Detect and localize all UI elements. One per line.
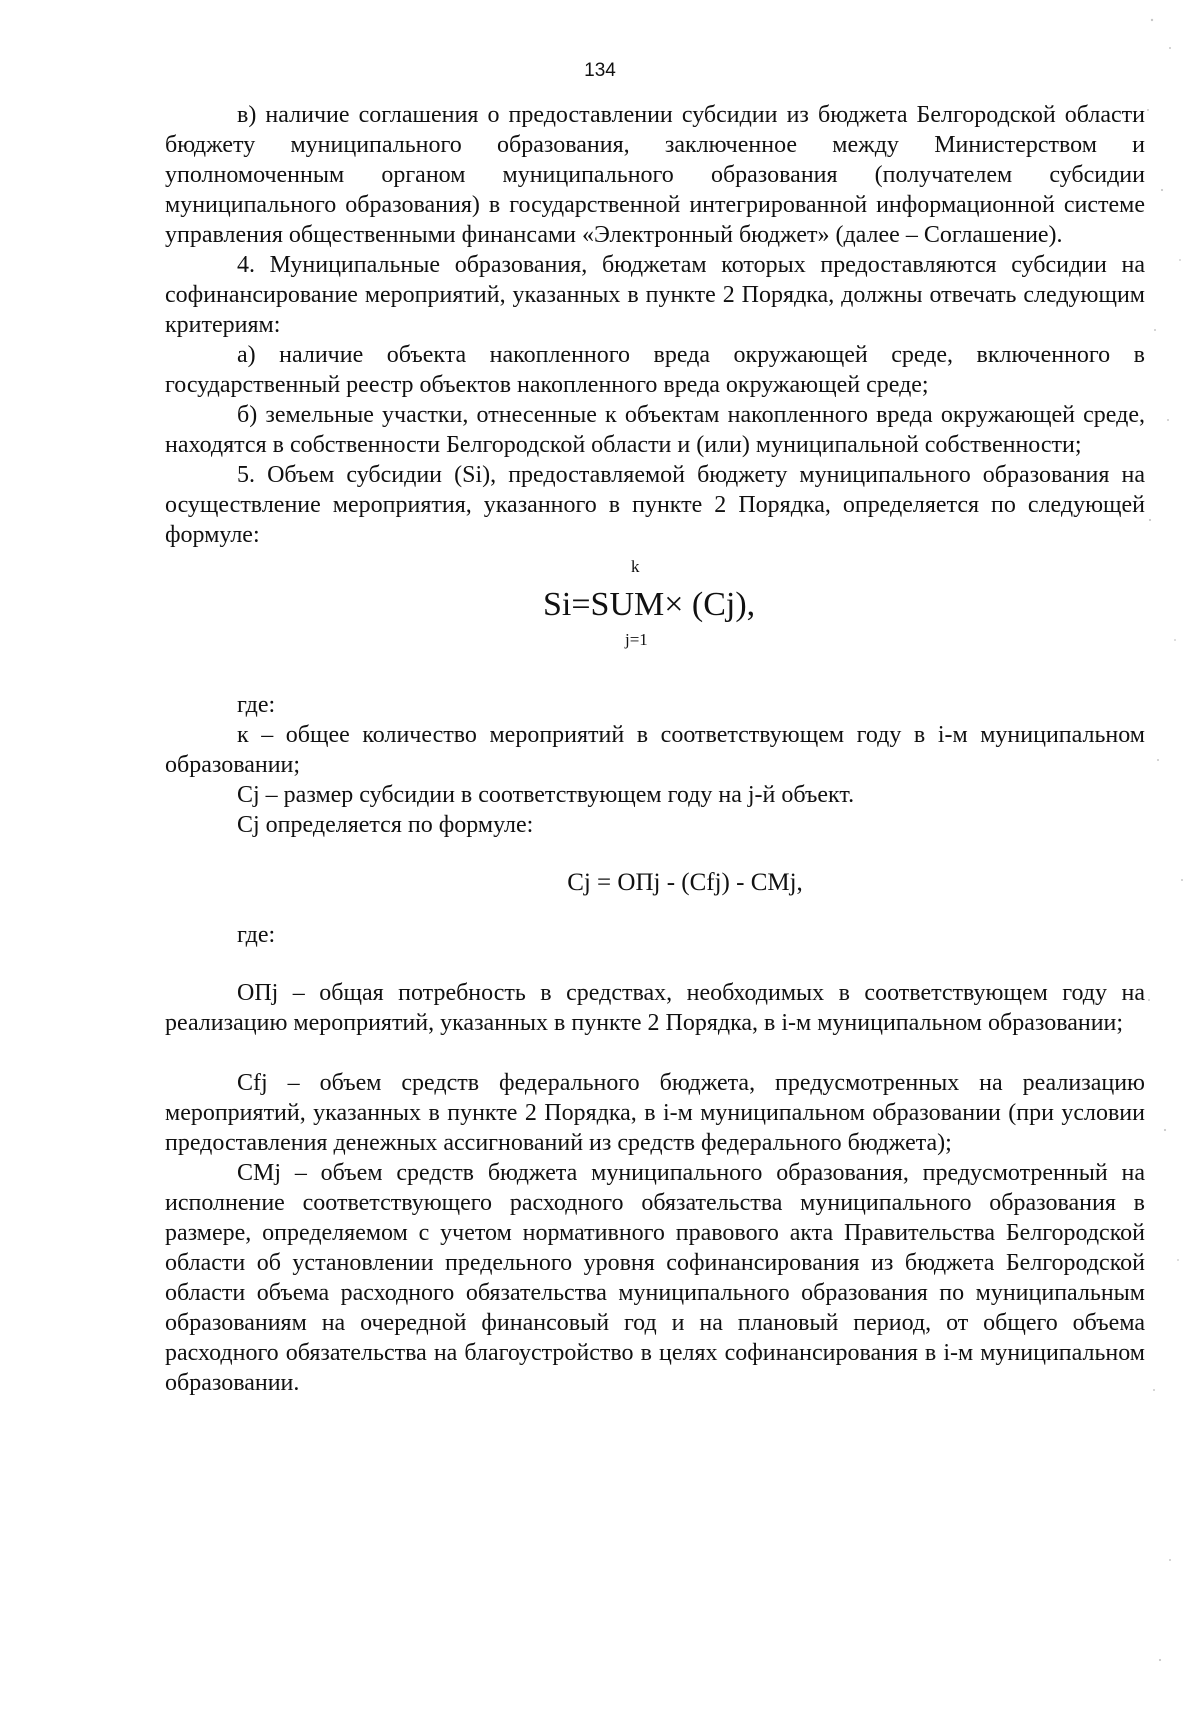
- definition-opj: ОПj – общая потребность в средствах, необходимых в соответствующем году на реализацию мероприятий, указанных в пункте 2 Порядка, в i-м муниципальном образовании;: [165, 980, 1145, 1036]
- sum-lower-limit: j=1: [625, 630, 648, 649]
- definition-cfj: Cfj – объем средств федерального бюджета, предусмотренных на реализацию мероприятий, указанных в пункте 2 Порядка, в i-м муниципальном образовании (при условии предоставления денежных ассигнований из средств федерального бюджета);: [165, 1070, 1145, 1156]
- formula-si: [165, 550, 1145, 690]
- definition-cj-intro: Cj определяется по формуле:: [237, 812, 534, 838]
- definition-cj: Cj – размер субсидии в соответствующем году на j-й объект.: [237, 782, 855, 808]
- paragraph-criterion-b: б) земельные участки, отнесенные к объектам накопленного вреда окружающей среде, находятся в собственности Белгородской области и (или) муниципальной собственности;: [165, 402, 1145, 458]
- where-label-1: где:: [237, 692, 276, 718]
- page-number: 134: [584, 60, 616, 81]
- where-label-2: где:: [237, 922, 276, 948]
- paragraph-agreement: в) наличие соглашения о предоставлении субсидии из бюджета Белгородской области бюджету муниципального образования, заключенное между Министерством и уполномоченным органом муниципального образования (получателем субсидии муниципального образования) в государственной интегрированной информационной системе управления общественными финансами «Электронный бюджет» (далее – Соглашение).: [165, 102, 1145, 248]
- definition-k: к – общее количество мероприятий в соответствующем году в i-м муниципальном образовании;: [165, 722, 1145, 778]
- formula-cj: Cj = ОПj - (Cfj) - CMj,: [567, 869, 803, 896]
- paragraph-criteria: 4. Муниципальные образования, бюджетам которых предоставляются субсидии на софинансирование мероприятий, указанных в пункте 2 Порядка, должны отвечать следующим критериям:: [165, 252, 1145, 338]
- definition-cmj: CMj – объем средств бюджета муниципального образования, предусмотренный на исполнение соответствующего расходного обязательства муниципального образования в размере, определяемом с учетом нормативного правового акта Правительства Белгородской области об установлении предельного уровня софинансирования из бюджета Белгородской области объема расходного обязательства муниципального образования по муниципальным образованиям на очередной финансовый год и на плановый период, от общего объема расходного обязательства на благоустройство в целях софинансирования в i-м муниципальном образовании.: [165, 1160, 1145, 1396]
- sum-upper-limit: k: [631, 557, 640, 576]
- paragraph-subsidy-volume: 5. Объем субсидии (Si), предоставляемой бюджету муниципального образования на осуществление мероприятия, указанного в пункте 2 Порядка, определяется по следующей формуле:: [165, 462, 1145, 548]
- paragraph-criterion-a: а) наличие объекта накопленного вреда окружающей среде, включенного в государственный реестр объектов накопленного вреда окружающей среде;: [165, 342, 1145, 398]
- document-body: [165, 100, 1145, 1398]
- formula-si-expression: Si=SUM× (Cj),: [543, 586, 756, 623]
- scan-noise: [1140, 0, 1200, 1717]
